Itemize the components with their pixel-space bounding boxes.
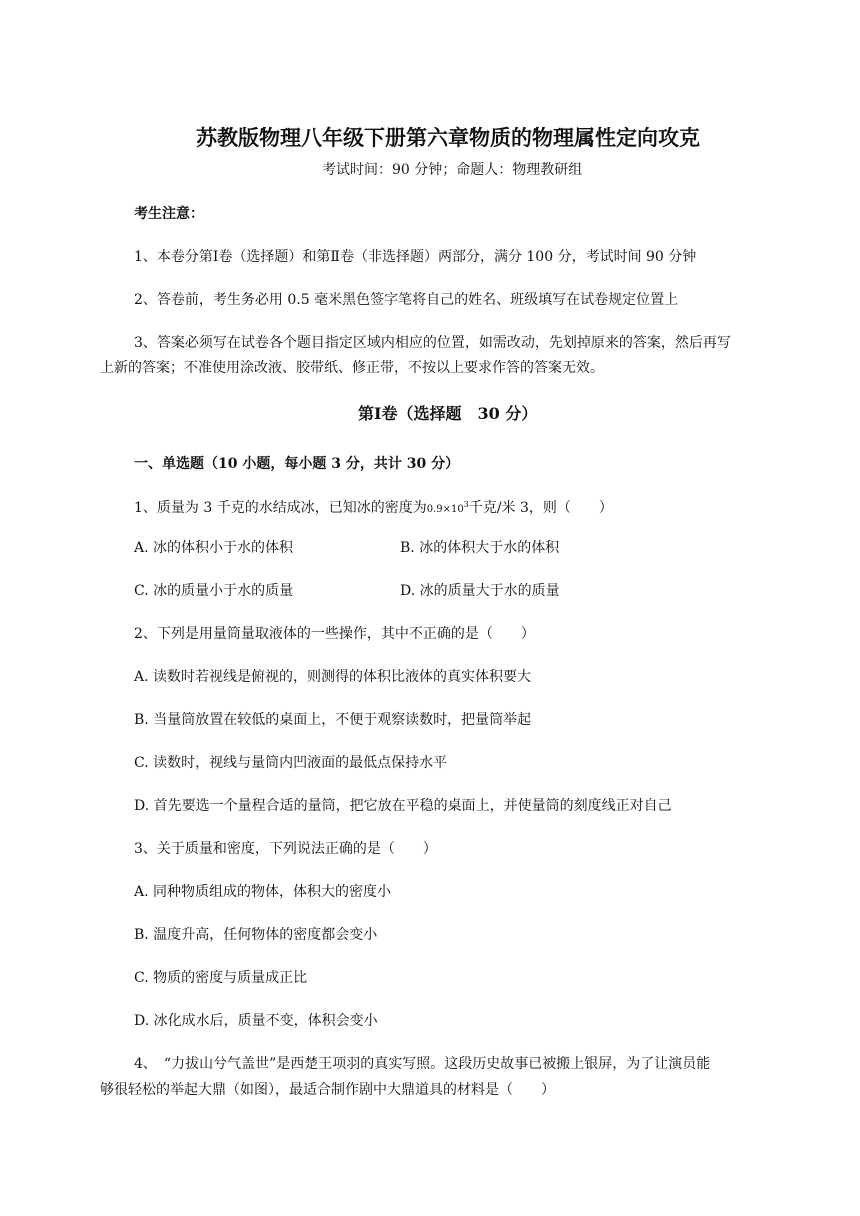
section-title: 第Ⅰ卷（选择题 30 分） bbox=[358, 404, 538, 423]
question-stem: 2、下列是用量筒量取液体的一些操作，其中不正确的是（ ） bbox=[134, 626, 535, 642]
option-a: A. 读数时若视线是俯视的，则测得的体积比液体的真实体积要大 bbox=[134, 669, 532, 685]
stem-text: 千克/米 3，则（ ） bbox=[468, 500, 613, 516]
option-b: B. 冰的体积大于水的体积 bbox=[400, 540, 560, 556]
option-b: B. 当量筒放置在较低的桌面上，不便于观察读数时，把量筒举起 bbox=[134, 712, 532, 728]
notice-item: 1、本卷分第Ⅰ卷（选择题）和第Ⅱ卷（非选择题）两部分，满分 100 分，考试时间 90 分钟 bbox=[134, 249, 697, 265]
option-d: D. 冰化成水后，质量不变，体积会变小 bbox=[134, 1013, 378, 1029]
notice-item: 2、答卷前，考生务必用 0.5 毫米黑色签字笔将自己的姓名、班级填写在试卷规定位置上 bbox=[134, 292, 679, 308]
question-stem bbox=[134, 495, 613, 520]
option-b: B. 温度升高，任何物体的密度都会变小 bbox=[134, 927, 378, 943]
option-d: D. 首先要选一个量程合适的量筒，把它放在平稳的桌面上，并使量筒的刻度线正对自己 bbox=[134, 798, 672, 814]
question-stem-continued: 够很轻松的举起大鼎（如图），最适合制作剧中大鼎道具的材料是（ ） bbox=[100, 1082, 555, 1098]
stem-text: 1、质量为 3 千克的水结成冰，已知冰的密度为 bbox=[134, 500, 427, 516]
option-a: A. 同种物质组成的物体，体积大的密度小 bbox=[134, 884, 392, 900]
exam-info: 考试时间：90 分钟；命题人：物理教研组 bbox=[322, 162, 583, 178]
notice-item: 上新的答案；不准使用涂改液、胶带纸、修正带，不按以上要求作答的答案无效。 bbox=[100, 360, 604, 376]
formula-exponent: 3 bbox=[463, 500, 469, 509]
option-c: C. 读数时，视线与量筒内凹液面的最低点保持水平 bbox=[134, 755, 448, 771]
option-c: C. 物质的密度与质量成正比 bbox=[134, 970, 308, 986]
option-a: A. 冰的体积小于水的体积 bbox=[134, 540, 294, 556]
notice-item: 3、答案必须写在试卷各个题目指定区域内相应的位置，如需改动，先划掉原来的答案，然后再写 bbox=[134, 335, 731, 351]
question-stem: 4、 “力拔山兮气盖世”是西楚王项羽的真实写照。这段历史故事已被搬上银屏，为了让演员能 bbox=[134, 1056, 711, 1072]
notice-heading: 考生注意： bbox=[134, 206, 204, 222]
part-heading: 一、单选题（10 小题，每小题 3 分，共计 30 分） bbox=[134, 456, 460, 472]
option-d: D. 冰的质量大于水的质量 bbox=[400, 583, 560, 599]
question-stem: 3、关于质量和密度，下列说法正确的是（ ） bbox=[134, 841, 437, 857]
density-formula: 0.9×10 bbox=[426, 504, 464, 515]
page-title: 苏教版物理八年级下册第六章物质的物理属性定向攻克 bbox=[196, 125, 700, 150]
option-c: C. 冰的质量小于水的质量 bbox=[134, 583, 294, 599]
